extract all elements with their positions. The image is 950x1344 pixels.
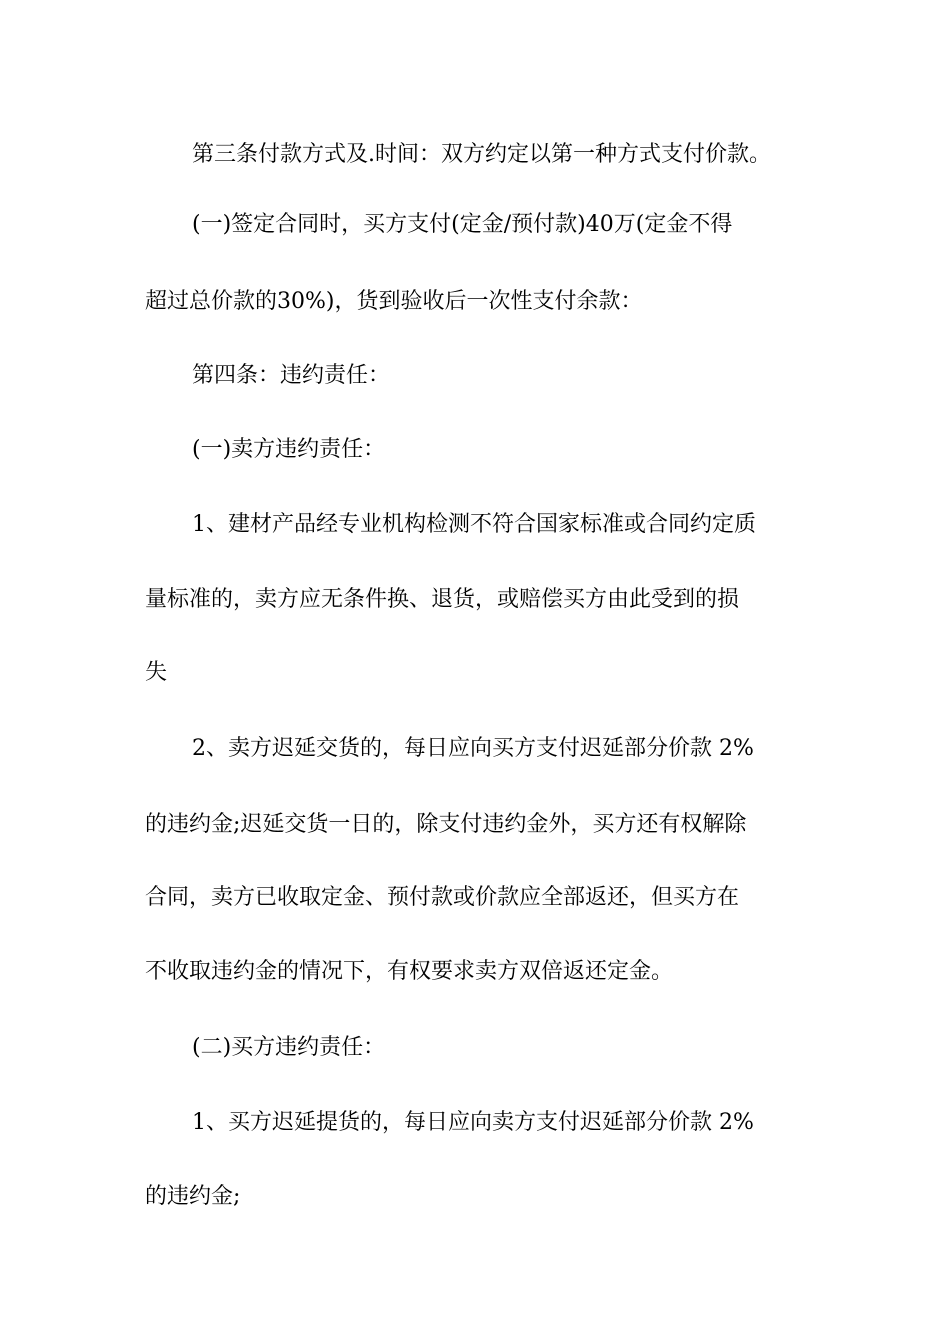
seller-item-2-line-4: 不收取违约金的情况下，有权要求卖方双倍返还定金。 [145, 959, 674, 984]
seller-item-2-line-1: 2、卖方迟延交货的，每日应向买方支付迟延部分价款 2% [192, 736, 754, 761]
seller-item-1-line-1: 1、建材产品经专业机构检测不符合国家标准或合同约定质 [192, 512, 756, 537]
clause-3-item-1-line-1: (一)签定合同时，买方支付(定金/预付款)40万(定金不得 [192, 212, 733, 237]
seller-item-1-line-3: 失 [145, 660, 168, 685]
buyer-liability-heading: (二)买方违约责任： [192, 1035, 386, 1060]
buyer-item-1-line-2: 的违约金; [145, 1184, 241, 1209]
clause-3-item-1-line-2: 超过总价款的30%)，货到验收后一次性支付余款： [145, 289, 643, 314]
buyer-item-1-line-1: 1、买方迟延提货的，每日应向卖方支付迟延部分价款 2% [192, 1110, 754, 1135]
clause-3-payment-line: 第三条付款方式及.时间：双方约定以第一种方式支付价款。 [192, 142, 771, 167]
seller-item-1-line-2: 量标准的，卖方应无条件换、退货，或赔偿买方由此受到的损 [145, 587, 740, 612]
clause-4-heading: 第四条：违约责任： [192, 363, 391, 388]
seller-item-2-line-2: 的违约金;迟延交货一日的，除支付违约金外，买方还有权解除 [145, 812, 747, 837]
seller-item-2-line-3: 合同，卖方已收取定金、预付款或价款应全部返还，但买方在 [145, 885, 740, 910]
seller-liability-heading: (一)卖方违约责任： [192, 437, 386, 462]
